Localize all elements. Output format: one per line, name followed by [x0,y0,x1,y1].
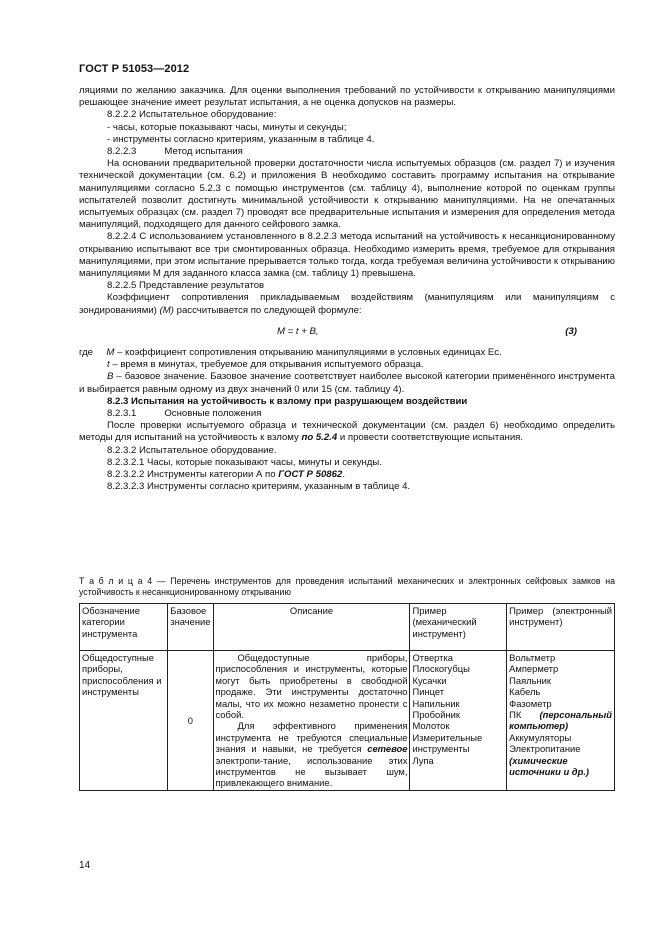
where-clause: В – базовое значение. Базовое значение соответствует наиболее высокой категории применённого инструмента и выбирается равным одному из двух значений 0 или 15 (см. таблицу 4). [79,371,615,395]
subsection-heading: 8.2.3.2 Испытательное оборудование. [107,444,277,456]
paragraph: 8.2.2.4 С использованием установленного в 8.2.2.3 метода испытаний на устойчивость к несанкционированному открыванию испытывают все три смонтированных образца. Необходимо измерить время, требуемое для открывания манипуляциями, при этом испытание прерывается только тогда, когда требуемая величина устойчивости к открыванию манипуляциями М для заданного класса замка (см. таблицу 1) превышена. [79,231,615,280]
header-base-value: Базовое значение [168,604,213,651]
cell-mechanical-examples: Отвертка Плоскогубцы Кусачки Пинцет Напильник Пробойник Молоток Измерительные инструменты Лупа [410,651,507,791]
paragraph: После проверки испытуемого образца и технической документации (см. раздел 6) необходимо определить методы для испытаний на устойчивость к взлому по 5.2.4 и провести соответствующие испытания. [79,420,615,444]
subsection-heading [79,146,615,158]
header-description: Описание [213,604,410,651]
section-title: Метод испытания [164,146,243,158]
tools-table [79,603,615,791]
header-mechanical-example: Пример (механический инструмент) [410,604,507,651]
page-number: 14 [79,860,91,871]
subsection-heading: 8.2.2.5 Представление результатов [107,280,265,292]
paragraph: Коэффициент сопротивления прикладываемым воздействиям (манипуляциям или манипуляциям с зондированиями) (М) рассчитывается по следующей формуле: [79,292,615,316]
table-row [80,651,615,791]
formula-number: (3) [565,325,577,337]
header-category: Обозначение категории инструмента [80,604,168,651]
table-header-row [80,604,615,651]
where-clause: где М – коэффициент сопротивления открыванию манипуляциями в условных единицах Ес. [79,347,502,359]
paragraph: 8.2.3.2.3 Инструменты согласно критериям, указанным в таблице 4. [107,481,411,493]
header-electronic-example: Пример (электронный инструмент) [507,604,615,651]
section-heading: 8.2.3 Испытания на устойчивость к взлому при разрушающем воздействии [107,395,468,407]
subsection-heading: 8.2.2.2 Испытательное оборудование: [107,109,277,121]
where-clause: t – время в минутах, требуемое для открывания испытуемого образца. [107,359,424,371]
paragraph: На основании предварительной проверки достаточности числа испытуемых образцов (см. раздел 7) и изучения технической документации (см. 6.2) и приложения В необходимо составить программу испытания на открывание манипуляциями согласно 5.2.3 с помощью инструментов (см. таблицу 4), выполнение которой по оценкам группы испытателей позволит достигнуть минимальной устойчивости к открыванию манипуляциями. На не опечатанных испытуемых образцах (см. раздел 7) проводят все предварительные испытания и измерения для определения метода манипуляций, подходящего для данного сейфового замка. [79,158,615,231]
list-item: - инструменты согласно критериям, указанным в таблице 4. [107,133,375,145]
formula-expression: M = t + B, [277,325,319,337]
body-text [79,85,615,494]
document-code: ГОСТ Р 51053—2012 [79,63,190,75]
paragraph: 8.2.3.2.2 Инструменты категории А по ГОСТ Р 50862. [107,469,345,481]
list-item: - часы, которые показывают часы, минуты и секунды; [107,121,347,133]
cell-description: Общедоступные приборы, приспособления и инструменты, которые могут быть приобретены в свободной продаже. Эти инструменты достаточно малы, что их можно незаметно пронести с собой. Для эффективного применения инструмента не требуются специальные знания и навыки, не требуется сетевое электропи-тание, использование этих инструментов не вызывает шум, привлекающего внимание. [213,651,410,791]
cell-base-value: 0 [168,651,213,791]
cell-category: Общедоступные приборы, приспособления и инструменты [80,651,168,791]
paragraph: ляциями по желанию заказчика. Для оценки выполнения требований по устойчивости к открыванию манипуляциями решающее значение имеет результат испытания, а не оценка допусков на размеры. [79,85,615,109]
cell-electronic-examples: Вольтметр Амперметр Паяльник Кабель Фазометр ПК (персональный компьютер) Аккумуляторы Электропитание (химические источники и др.) [507,651,615,791]
subsection-heading: 8.2.3.1 Основные положения [107,408,262,420]
table-caption: Т а б л и ц а 4 — Перечень инструментов для проведения испытаний механических и электронных сейфовых замков на устойчивость к несанкционированному открыванию [79,576,615,597]
paragraph: 8.2.3.2.1 Часы, которые показывают часы, минуты и секунды. [107,456,382,468]
section-number: 8.2.2.3 [107,146,137,158]
formula [79,326,615,338]
